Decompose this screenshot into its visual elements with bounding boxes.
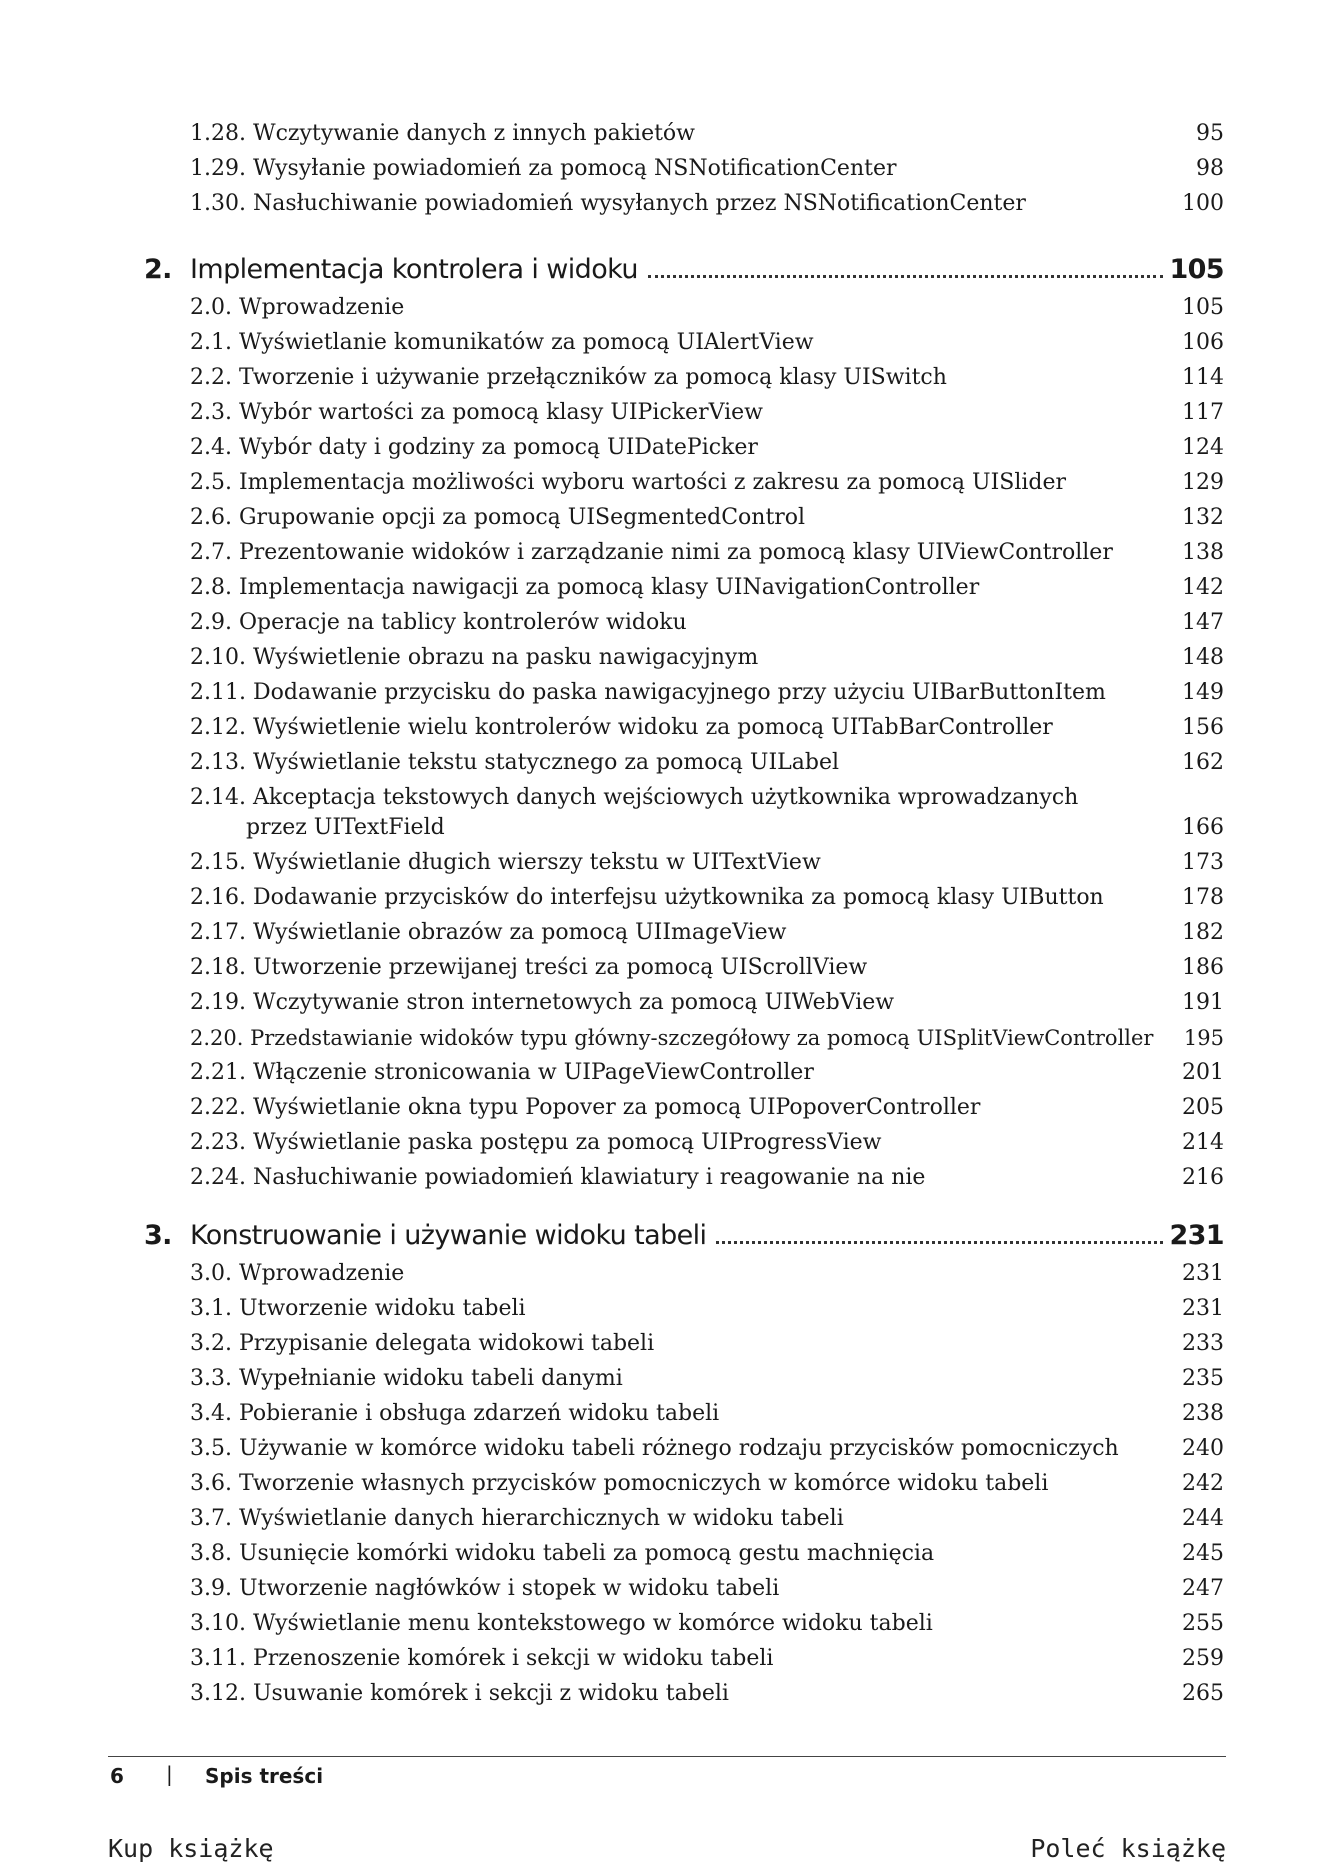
footer-separator: | [166,1762,173,1786]
chapter-title: Implementacja kontrolera i widoku [190,254,638,285]
toc-entry [190,1294,1224,1324]
entry-title: 3.6. Tworzenie własnych przycisków pomocniczych w komórce widoku tabeli [190,1471,1049,1496]
entry-page: 98 [1196,156,1224,181]
buy-book-link[interactable]: Kup książkę [108,1834,274,1863]
entry-page: 182 [1182,920,1224,945]
entry-page: 142 [1182,575,1224,600]
toc-entry [190,154,1224,184]
toc-entry [190,1093,1224,1123]
entry-page: 132 [1182,505,1224,530]
entry-page: 117 [1182,400,1224,425]
entry-title: 3.12. Usuwanie komórek i sekcji z widoku tabeli [190,1681,729,1706]
entry-page: 238 [1182,1401,1224,1426]
toc-entry [190,503,1224,533]
entry-title: 3.1. Utworzenie widoku tabeli [190,1296,526,1321]
entry-title-line1: 2.14. Akceptacja tekstowych danych wejściowych użytkownika wprowadzanych [190,785,1079,810]
chapter-page: 231 [1169,1220,1224,1251]
chapter-page: 105 [1169,254,1224,285]
toc-entry [190,1163,1224,1193]
toc-entry [190,1504,1224,1534]
toc-entry [190,848,1224,878]
entry-title: 2.12. Wyświetlenie wielu kontrolerów widoku za pomocą UITabBarController [190,715,1053,740]
entry-title: 2.13. Wyświetlanie tekstu statycznego za pomocą UILabel [190,750,839,775]
entry-page: 124 [1182,435,1224,460]
entry-title: 2.21. Włączenie stronicowania w UIPageViewController [190,1060,814,1085]
dot-leader [716,1241,1163,1244]
toc-entry [190,748,1224,778]
entry-page: 156 [1182,715,1224,740]
toc-entry [190,1259,1224,1289]
toc-entry [190,953,1224,983]
entry-title: 2.17. Wyświetlanie obrazów za pomocą UIImageView [190,920,787,945]
entry-title: 2.1. Wyświetlanie komunikatów za pomocą UIAlertView [190,330,814,355]
entry-title: 3.10. Wyświetlanie menu kontekstowego w komórce widoku tabeli [190,1611,933,1636]
entry-page: 242 [1182,1471,1224,1496]
toc-entry [190,1539,1224,1569]
toc-entry [190,918,1224,948]
entry-page: 149 [1182,680,1224,705]
entry-title: 2.2. Tworzenie i używanie przełączników za pomocą klasy UISwitch [190,365,947,390]
dot-leader [648,275,1164,278]
toc-entry [190,433,1224,463]
toc-entry [190,119,1224,149]
entry-title: 3.4. Pobieranie i obsługa zdarzeń widoku tabeli [190,1401,720,1426]
entry-page: 233 [1182,1331,1224,1356]
toc-entry [190,328,1224,358]
entry-title: 2.9. Operacje na tablicy kontrolerów widoku [190,610,687,635]
entry-page: 106 [1182,330,1224,355]
entry-page: 244 [1182,1506,1224,1531]
entry-title: 2.4. Wybór daty i godziny za pomocą UIDatePicker [190,435,758,460]
entry-page: 265 [1182,1681,1224,1706]
entry-title: 2.16. Dodawanie przycisków do interfejsu użytkownika za pomocą klasy UIButton [190,885,1104,910]
chapter-heading [144,252,1224,288]
toc-entry [190,1399,1224,1429]
entry-title-line2: przez UITextField [246,815,445,840]
toc-entry [190,608,1224,638]
entry-title: 3.9. Utworzenie nagłówków i stopek w widoku tabeli [190,1576,780,1601]
entry-title: 2.23. Wyświetlanie paska postępu za pomocą UIProgressView [190,1130,882,1155]
entry-page: 247 [1182,1576,1224,1601]
toc-entry [190,1364,1224,1394]
toc-entry [190,988,1224,1018]
entry-page: 162 [1182,750,1224,775]
toc-entry [190,293,1224,323]
entry-page: 148 [1182,645,1224,670]
entry-title: 1.28. Wczytywanie danych z innych pakietów [190,121,696,146]
entry-page: 178 [1182,885,1224,910]
entry-page: 245 [1182,1541,1224,1566]
entry-page: 235 [1182,1366,1224,1391]
entry-title: 2.10. Wyświetlenie obrazu na pasku nawigacyjnym [190,645,759,670]
chapter-number: 3. [144,1220,172,1251]
toc-entry [190,363,1224,393]
entry-page: 173 [1182,850,1224,875]
toc-entry [190,1574,1224,1604]
entry-title: 2.24. Nasłuchiwanie powiadomień klawiatury i reagowanie na nie [190,1165,926,1190]
entry-title: 2.19. Wczytywanie stron internetowych za pomocą UIWebView [190,990,895,1015]
entry-title: 2.5. Implementacja możliwości wyboru wartości z zakresu za pomocą UISlider [190,470,1067,495]
entry-page: 105 [1182,295,1224,320]
toc-entry [190,573,1224,603]
toc-entry [190,1609,1224,1639]
entry-page: 216 [1182,1165,1224,1190]
toc-entry [190,398,1224,428]
toc-entry [190,1058,1224,1088]
toc-entry [190,1128,1224,1158]
entry-page: 259 [1182,1646,1224,1671]
footer-section: Spis treści [205,1764,324,1788]
entry-title: 2.15. Wyświetlanie długich wierszy tekstu w UITextView [190,850,821,875]
entry-title: 3.5. Używanie w komórce widoku tabeli różnego rodzaju przycisków pomocniczych [190,1436,1119,1461]
entry-page: 214 [1182,1130,1224,1155]
entry-title: 1.30. Nasłuchiwanie powiadomień wysyłanych przez NSNotificationCenter [190,191,1026,216]
toc-entry [190,678,1224,708]
entry-page: 166 [1182,815,1224,840]
toc-entry [190,1469,1224,1499]
entry-title: 2.20. Przedstawianie widoków typu główny-szczegółowy za pomocą UISplitViewController [190,1026,1154,1050]
chapter-number: 2. [144,254,172,285]
entry-title: 3.2. Przypisanie delegata widokowi tabeli [190,1331,655,1356]
entry-title: 3.3. Wypełnianie widoku tabeli danymi [190,1366,623,1391]
entry-title: 2.22. Wyświetlanie okna typu Popover za pomocą UIPopoverController [190,1095,981,1120]
entry-page: 114 [1182,365,1224,390]
entry-title: 3.8. Usunięcie komórki widoku tabeli za pomocą gestu machnięcia [190,1541,935,1566]
entry-page: 138 [1182,540,1224,565]
toc-entry [190,643,1224,673]
entry-title: 2.18. Utworzenie przewijanej treści za pomocą UIScrollView [190,955,868,980]
entry-title: 2.3. Wybór wartości za pomocą klasy UIPickerView [190,400,763,425]
footer-divider [108,1756,1226,1757]
entry-page: 231 [1182,1261,1224,1286]
entry-page: 255 [1182,1611,1224,1636]
toc-entry-multiline [190,783,1224,843]
entry-title: 2.7. Prezentowanie widoków i zarządzanie nimi za pomocą klasy UIViewController [190,540,1113,565]
entry-page: 100 [1182,191,1224,216]
entry-page: 129 [1182,470,1224,495]
entry-page: 147 [1182,610,1224,635]
entry-page: 191 [1182,990,1224,1015]
entry-title: 2.11. Dodawanie przycisku do paska nawigacyjnego przy użyciu UIBarButtonItem [190,680,1106,705]
toc-entry [190,1023,1224,1053]
entry-title: 2.0. Wprowadzenie [190,295,405,320]
entry-page: 201 [1182,1060,1224,1085]
recommend-book-link[interactable]: Poleć książkę [1030,1834,1226,1863]
toc-entry [190,189,1224,219]
footer-page-number: 6 [110,1764,124,1788]
entry-page: 95 [1196,121,1224,146]
toc-entry [190,1434,1224,1464]
toc-entry [190,468,1224,498]
entry-title: 2.8. Implementacja nawigacji za pomocą klasy UINavigationController [190,575,980,600]
entry-page: 205 [1182,1095,1224,1120]
entry-title: 3.7. Wyświetlanie danych hierarchicznych w widoku tabeli [190,1506,844,1531]
entry-page: 186 [1182,955,1224,980]
toc-entry [190,538,1224,568]
toc-entry [190,883,1224,913]
entry-page: 231 [1182,1296,1224,1321]
toc-entry [190,1644,1224,1674]
entry-page: 240 [1182,1436,1224,1461]
entry-title: 3.11. Przenoszenie komórek i sekcji w widoku tabeli [190,1646,774,1671]
toc-entry [190,1679,1224,1709]
chapter-heading [144,1218,1224,1254]
entry-title: 2.6. Grupowanie opcji za pomocą UISegmentedControl [190,505,806,530]
entry-title: 1.29. Wysyłanie powiadomień za pomocą NSNotificationCenter [190,156,897,181]
entry-page: 195 [1183,1026,1224,1050]
entry-title: 3.0. Wprowadzenie [190,1261,405,1286]
toc-entry [190,1329,1224,1359]
chapter-title: Konstruowanie i używanie widoku tabeli [190,1220,707,1251]
toc-entry [190,713,1224,743]
